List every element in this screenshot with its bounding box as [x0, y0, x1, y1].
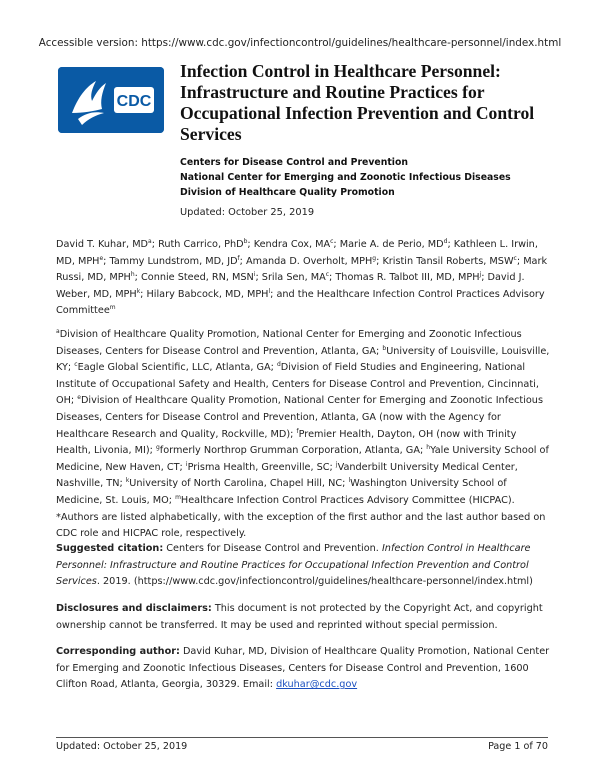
corresponding-text: David Kuhar, MD, Division of Healthcare Quality Promotion, National Center for Emerging and Zoonotic Infectious Diseases, Centers for Disease Control and Prevention, 1600 Clifton Road, Atlanta, Georgia, 30329. Email: [56, 646, 550, 691]
affiliation-marker: e [77, 394, 81, 402]
logo-text: CDC [116, 93, 152, 110]
author-separator: ; [376, 255, 383, 267]
author-name: and the Healthcare Infection Control Practices Advisory Committee [56, 288, 545, 317]
affiliation-marker: f [296, 427, 299, 435]
citation-org: Centers for Disease Control and Prevention. [163, 543, 382, 554]
cdc-logo [58, 67, 164, 133]
document-title: Infection Control in Healthcare Personnel: Infrastructure and Routine Practices for Occupational Infection Prevention and Control Services [180, 61, 535, 144]
author-separator: ; [103, 255, 110, 267]
author-affiliation-marker: f [237, 254, 240, 262]
affiliation-text: Healthcare Infection Control Practices Advisory Committee (HICPAC). [180, 494, 515, 506]
affiliation-marker: j [335, 460, 338, 468]
affiliation-text: Premier Health, Dayton, OH (now with Trinity Health, Livonia, MI); [56, 428, 517, 457]
affiliation-text: University of Louisville, Louisville, KY; [56, 345, 550, 374]
author-affiliation-marker: b [243, 238, 248, 245]
author-name: Thomas R. Talbot III, MD, MPH [335, 272, 480, 284]
organization-line: Division of Healthcare Quality Promotion [180, 187, 395, 198]
author-name: Tammy Lundstrom, MD, JD [109, 255, 238, 267]
author-name: Kendra Cox, MA [253, 239, 331, 250]
affiliation-text: Division of Healthcare Quality Promotion, National Center for Emerging and Zoonotic Infectious Diseases, Centers for Disease Control and Prevention, Atlanta, GA; [56, 329, 522, 357]
author-affiliation-marker: j [479, 271, 482, 279]
organization-line: National Center for Emerging and Zoonotic Infectious Diseases [180, 172, 511, 183]
author-list [56, 237, 551, 320]
affiliation-marker: g [155, 444, 160, 452]
affiliation-marker: a [56, 328, 60, 335]
author-affiliation-marker: c [513, 254, 517, 262]
affiliation-marker: c [74, 361, 78, 369]
affiliation-marker: i [185, 460, 188, 468]
author-separator: ; [247, 239, 254, 250]
author-separator: ; [481, 272, 488, 284]
author-affiliation-marker: c [325, 271, 330, 279]
citation-title: Infection Control in Healthcare Personnel: Infrastructure and Routine Practices for Occupational Infection Prevention and Control Services [56, 543, 531, 588]
affiliation-marker: h [426, 444, 431, 452]
disclosures-label: Disclosures and disclaimers: [56, 603, 212, 614]
author-name: Mark Russi, MD, MPH [56, 255, 548, 284]
author-name: Kristin Tansil Roberts, MSW [382, 255, 514, 267]
author-separator: ; [447, 239, 454, 250]
affiliation-text: Prisma Health, Greenville, SC; [187, 461, 336, 473]
author-separator: ; [151, 239, 159, 250]
author-affiliation-marker: g [372, 254, 377, 262]
page-number: Page 1 of 70 [488, 741, 548, 752]
corresponding-label: Corresponding author: [56, 646, 180, 657]
author-name: Ruth Carrico, PhD [158, 239, 244, 250]
footer-divider [56, 737, 548, 738]
affiliation-marker: l [348, 477, 351, 485]
suggested-citation [56, 541, 551, 591]
author-name: David J. Weber, MD, MPH [56, 272, 525, 300]
organization-line: Centers for Disease Control and Prevention [180, 157, 408, 168]
author-name: Srila Sen, MA [261, 272, 326, 284]
affiliation-text: Vanderbilt University Medical Center, Nashville, TN; [56, 461, 518, 490]
affiliation-marker: b [382, 344, 387, 352]
affiliation-marker: d [276, 361, 281, 369]
author-affiliation-marker: a [148, 238, 152, 245]
author-name: Marie A. de Perio, MD [339, 239, 444, 250]
citation-rest: . 2019. (https://www.cdc.gov/infectioncontrol/guidelines/healthcare-personnel/index.html) [96, 576, 533, 588]
email-link[interactable]: dkuhar@cdc.gov [276, 679, 358, 691]
footer-updated: Updated: October 25, 2019 [56, 741, 188, 752]
affiliation-marker: k [125, 477, 130, 485]
author-separator: ; [270, 288, 277, 300]
affiliation-text: Washington University School of Medicine, St. Louis, MO; [56, 478, 507, 506]
organization-list [180, 155, 580, 200]
disclosures-text: This document is not protected by the Copyright Act, and copyright ownership cannot be transferred. It may be used and reprinted without special permission. [56, 603, 543, 631]
author-affiliation-marker: c [330, 238, 334, 245]
corresponding-author [56, 644, 551, 694]
author-name: Kathleen L. Irwin, MD, MPH [56, 239, 538, 267]
author-separator: ; [516, 255, 524, 267]
affiliation-marker: m [175, 493, 181, 501]
author-affiliation-marker: k [136, 287, 141, 295]
affiliation-list [56, 327, 551, 543]
author-name: David T. Kuhar, MD [56, 239, 149, 250]
disclosures [56, 601, 551, 634]
author-name: Hilary Babcock, MD, MPH [146, 288, 269, 300]
affiliation-text: University of North Carolina, Chapel Hill, NC; [129, 478, 349, 490]
author-affiliation-marker: m [109, 304, 116, 312]
updated-date: Updated: October 25, 2019 [180, 207, 315, 218]
affiliation-text: Division of Field Studies and Engineering, National Institute of Occupational Safety and Health, Centers for Disease Control and Prevention, Cincinnati, OH; [56, 362, 539, 407]
author-separator: ; [140, 288, 147, 300]
author-affiliation-marker: h [130, 271, 135, 279]
author-separator: ; [134, 272, 141, 284]
accessible-version-line: Accessible version: https://www.cdc.gov/infectioncontrol/guidelines/healthcare-personnel/index.html [38, 37, 562, 49]
affiliation-text: Yale University School of Medicine, New Haven, CT; [56, 445, 549, 473]
author-separator: ; [239, 255, 247, 267]
hhs-eagle-cdc-logo [58, 67, 164, 133]
author-affiliation-marker: e [99, 254, 104, 262]
author-affiliation-marker: l [268, 287, 271, 295]
citation-label: Suggested citation: [56, 543, 164, 554]
affiliation-text: formerly Northrop Grumman Corporation, Atlanta, GA; [159, 445, 427, 457]
affiliation-text: Eagle Global Scientific, LLC, Atlanta, GA; [77, 362, 277, 374]
author-affiliation-marker: i [253, 271, 256, 279]
author-name: Connie Steed, RN, MSN [141, 272, 254, 284]
author-name: Amanda D. Overholt, MPH [246, 255, 373, 267]
author-separator: ; [255, 272, 262, 284]
affiliation-text: Division of Healthcare Quality Promotion, National Center for Emerging and Zoonotic Infectious Diseases, Centers for Disease Control and Prevention, Atlanta, GA (now with the Agency for Healthcare Research and Quality, Rockville, MD); [56, 395, 543, 440]
alphabetical-note: *Authors are listed alphabetically, with the exception of the first author and the last author based on CDC role and HICPAC role, respectively. [56, 511, 546, 540]
author-affiliation-marker: d [443, 238, 448, 245]
author-separator: ; [333, 239, 340, 250]
author-separator: ; [329, 272, 336, 284]
